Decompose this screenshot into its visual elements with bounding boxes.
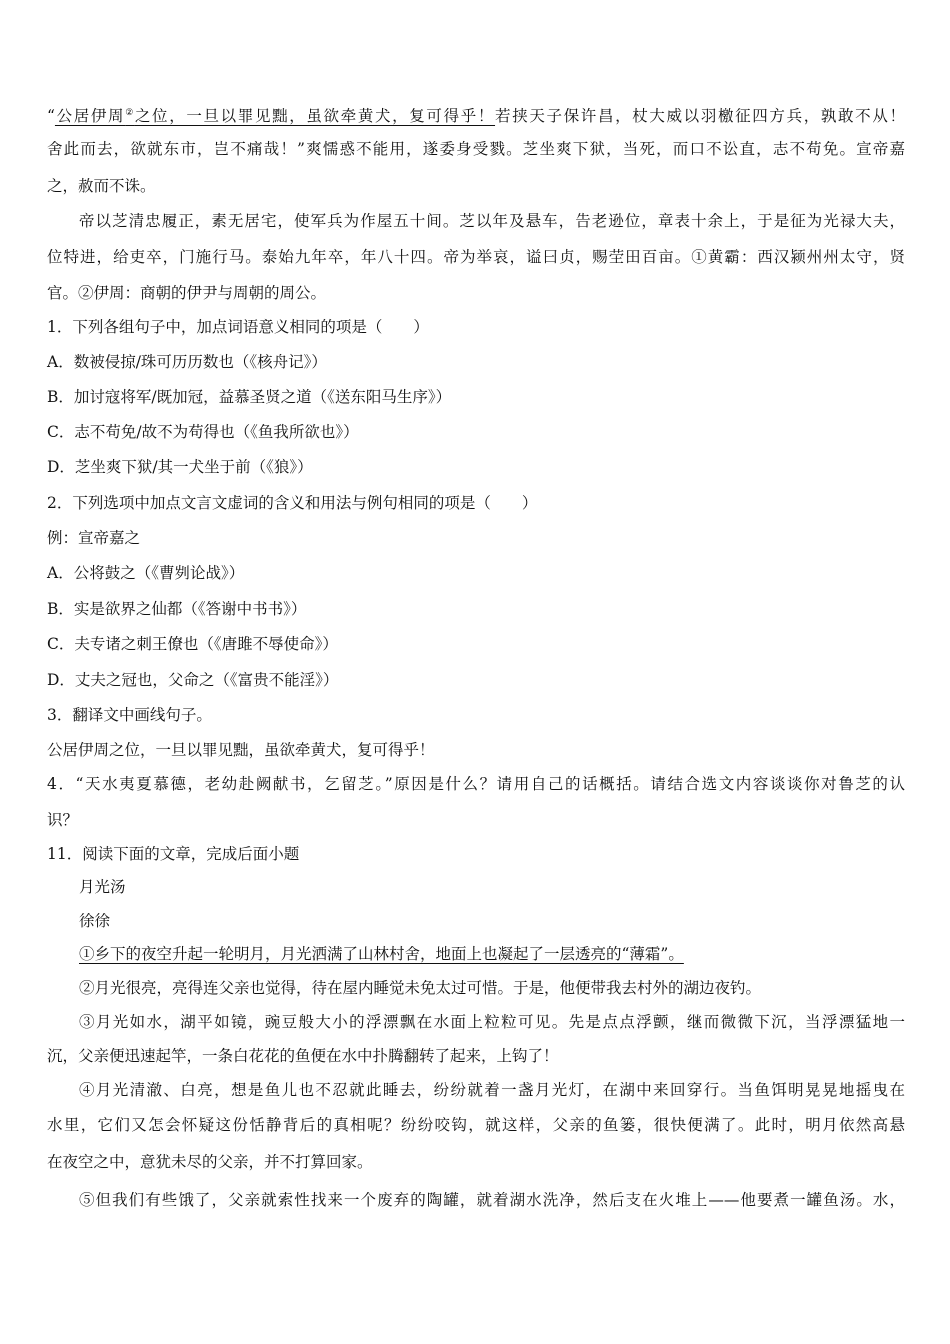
paragraph-line: ⑤但我们有些饿了，父亲就索性找来一个废弃的陶罐，就着湖水洗净，然后支在火堆上——他要煮一罐鱼汤。水， (79, 1191, 905, 1209)
passage-line (47, 102, 905, 124)
question-line: 4．“天水夷夏慕德，老幼赴阙献书，乞留芝。”原因是什么？请用自己的话概括。请结合选文内容谈谈你对鲁芝的认 (47, 775, 905, 793)
paragraph-line: ④月光清澈、白亮，想是鱼儿也不忍就此睡去，纷纷就着一盏月光灯，在湖中来回穿行。当鱼饵明晃晃地摇曳在 (79, 1081, 905, 1099)
option-line: B．实是欲界之仙都（《答谢中书书》） (47, 600, 307, 618)
option-line: B．加讨寇将军/既加冠，益慕圣贤之道（《送东阳马生序》） (47, 388, 452, 406)
paragraph-line: ③月光如水，湖平如镜，豌豆般大小的浮漂飘在水面上粒粒可见。先是点点浮颤，继而微微下沉，当浮漂猛地一 (79, 1013, 905, 1031)
paragraph-line: 沉，父亲便迅速起竿，一条白花花的鱼便在水中扑腾翻转了起来，上钩了！ (47, 1047, 559, 1065)
paragraph-line (79, 943, 905, 965)
section-heading: 11．阅读下面的文章，完成后面小题 (47, 845, 300, 863)
option-line: D．丈夫之冠也，父命之（《富贵不能淫》） (47, 671, 339, 689)
article-title: 月光汤 (79, 878, 126, 896)
underlined-sentence (55, 107, 495, 125)
passage-line: 之，赦而不诛。 (47, 177, 156, 195)
paragraph-line: 在夜空之中，意犹未尽的父亲，并不打算回家。 (47, 1153, 373, 1171)
underlined-part: 公居伊周 (54, 107, 126, 126)
footnote-line: 官。②伊周：商朝的伊尹与周朝的周公。 (47, 284, 327, 302)
underlined-part: 之位，一旦以罪见黜，虽欲牵黄犬，复可得乎！ (134, 107, 496, 126)
text: 若挟天子保许昌，杖大威以羽檄征四方兵，孰敢不从！ (495, 107, 905, 126)
question-line: 2．下列选项中加点文言文虚词的含义和用法与例句相同的项是（ ） (47, 494, 538, 512)
passage-line: 位特进，给吏卒，门施行马。泰始九年卒，年八十四。帝为举哀，谥曰贞，赐茔田百亩。①黄霸：西汉颍州州太守，贤 (47, 248, 905, 266)
paragraph-line: 水里，它们又怎会怀疑这份恬静背后的真相呢？纷纷咬钩，就这样，父亲的鱼篓，很快便满了。此时，明月依然高悬 (47, 1116, 905, 1134)
sentence-line: 公居伊周之位，一旦以罪见黜，虽欲牵黄犬，复可得乎！ (47, 741, 435, 759)
article-author: 徐徐 (79, 912, 111, 930)
question-line: 1．下列各组句子中，加点词语意义相同的项是（ ） (47, 318, 429, 336)
option-line: C．夫专诸之刺王僚也（《唐雎不辱使命》） (47, 635, 338, 653)
quote-mark: “ (47, 107, 55, 126)
underlined-sentence: ①乡下的夜空升起一轮明月，月光洒满了山林村舍，地面上也凝起了一层透亮的“薄霜”。 (79, 945, 684, 963)
example-line: 例：宣帝嘉之 (47, 529, 141, 547)
option-line: C．志不苟免/故不为苟得也（《鱼我所欲也》） (47, 423, 359, 441)
question-line: 3．翻译文中画线句子。 (47, 706, 212, 724)
question-line: 识？ (47, 811, 79, 829)
passage-line: 舍此而去，欲就东市，岂不痛哉！”爽懦惑不能用，遂委身受戮。芝坐爽下狱，当死，而口不讼直，志不苟免。宣帝嘉 (47, 140, 905, 158)
option-line: D．芝坐爽下狱/其一犬坐于前（《狼》） (47, 458, 313, 476)
option-line: A．公将鼓之（《曹刿论战》） (47, 564, 245, 582)
footnote-ref: ② (125, 108, 135, 118)
passage-line: 帝以芝清忠履正，素无居宅，使军兵为作屋五十间。芝以年及悬车，告老逊位，章表十余上，于是征为光禄大夫， (79, 212, 905, 230)
option-line: A．数被侵掠/珠可历历数也（《核舟记》） (47, 353, 327, 371)
paragraph-line: ②月光很亮，亮得连父亲也觉得，待在屋内睡觉未免太过可惜。于是，他便带我去村外的湖边夜钓。 (79, 979, 762, 997)
